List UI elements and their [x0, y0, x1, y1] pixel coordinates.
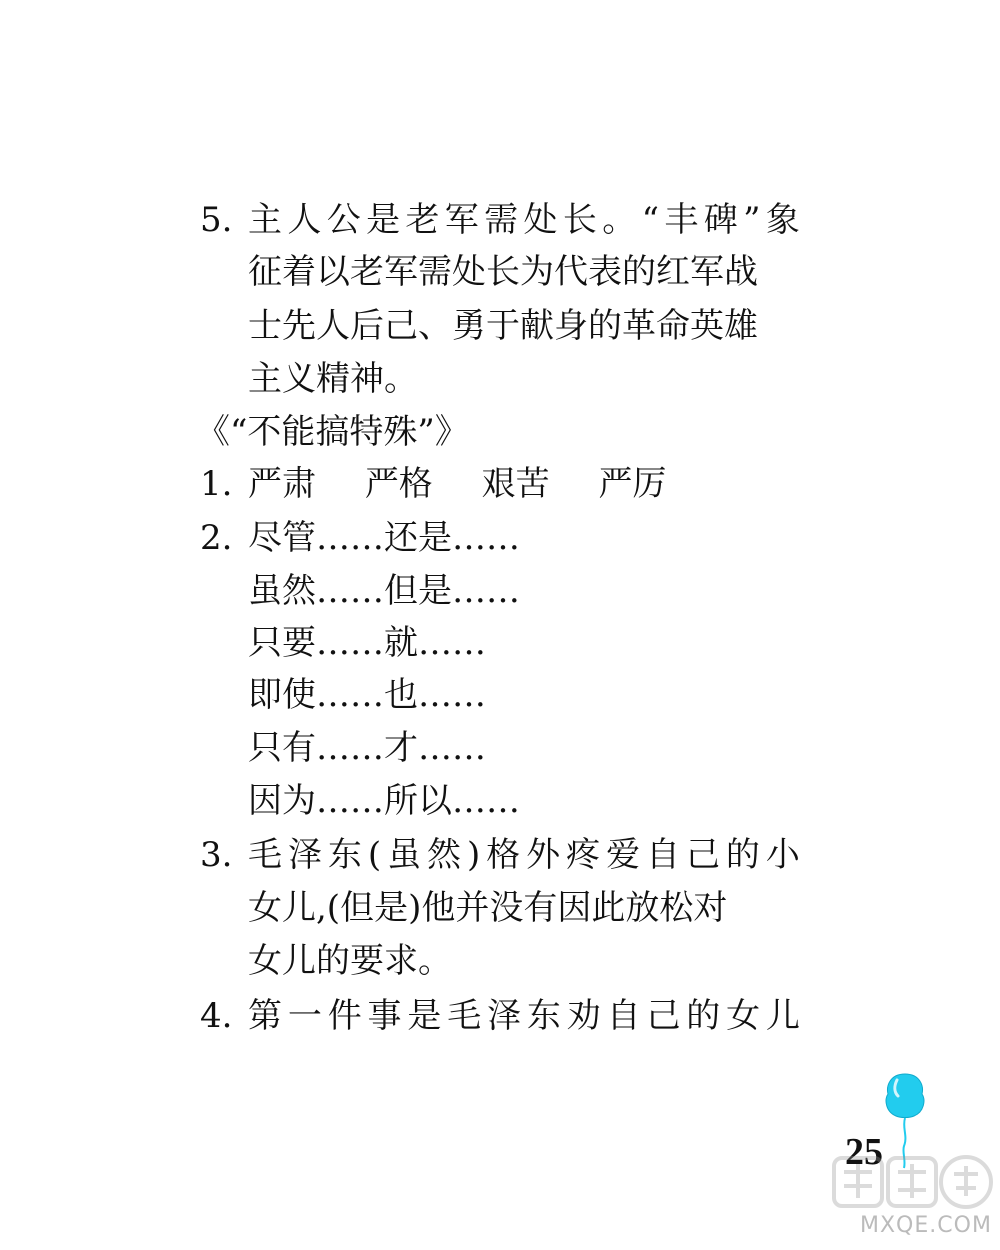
char: 。: [602, 200, 637, 240]
conjunction-pair: 即使……也……: [248, 675, 486, 715]
conjunction-pair-line: [248, 728, 486, 768]
char: 然: [427, 835, 462, 875]
text: 主义精神。: [248, 359, 418, 399]
char: 自: [606, 996, 641, 1036]
char: ”: [743, 200, 761, 240]
char: 是: [407, 996, 442, 1036]
item-5-line-1: [248, 200, 800, 240]
conjunction-pair: 虽然……但是……: [248, 571, 520, 611]
conjunction-pair: 尽管……还是……: [248, 518, 520, 558]
conjunction-pair-line: [248, 623, 486, 663]
item-number: 4.: [200, 996, 233, 1036]
text: 征着以老军需处长为代表的红军战: [248, 252, 758, 292]
char: 人: [287, 200, 322, 240]
char: 疼: [566, 835, 601, 875]
char: 丰: [664, 200, 699, 240]
section-title: [196, 412, 469, 452]
item-number: 2.: [200, 518, 233, 558]
word: 严肃: [248, 464, 316, 504]
text: 女儿的要求。: [248, 941, 452, 981]
char: ): [466, 835, 481, 875]
char: 第: [248, 996, 282, 1036]
page-number: 25: [845, 1131, 883, 1173]
word: 严厉: [598, 464, 667, 504]
char: 泽: [287, 835, 322, 875]
char: 泽: [487, 996, 522, 1036]
conjunction-pair-line: [248, 781, 520, 821]
char: 东: [526, 996, 561, 1036]
item-5-line-3: [248, 306, 758, 346]
char: 毛: [447, 996, 482, 1036]
char: 己: [685, 835, 720, 875]
item-5-line-2: [248, 252, 758, 292]
char: 的: [686, 996, 721, 1036]
char: 的: [725, 835, 760, 875]
char: 外: [526, 835, 561, 875]
char: 自: [646, 835, 681, 875]
char: 碑: [703, 200, 738, 240]
text: 女儿,(但是)他并没有因此放松对: [248, 888, 728, 928]
char: (: [367, 835, 382, 875]
char: 格: [486, 835, 521, 875]
item-number: 1.: [200, 464, 233, 504]
item-3-line-1: [248, 835, 800, 875]
char: “: [641, 200, 659, 240]
char: 件: [327, 996, 362, 1036]
char: 长: [562, 200, 597, 240]
char: 一: [287, 996, 322, 1036]
conjunction-pair-line: [248, 675, 486, 715]
item-3-line-2: [248, 888, 727, 928]
char: 军: [444, 200, 479, 240]
text: 《“不能搞特殊”》: [196, 412, 469, 452]
char: 劝: [566, 996, 601, 1036]
text: 士先人后己、勇于献身的革命英雄: [248, 306, 758, 346]
conjunction-pair-line: [248, 571, 520, 611]
item-1-words: [248, 464, 666, 504]
char: 东: [327, 835, 362, 875]
item-4-line-1: [248, 996, 800, 1036]
char: 处: [523, 200, 558, 240]
char: 象: [765, 200, 800, 240]
conjunction-pair: 因为……所以……: [248, 781, 520, 821]
char: 主: [248, 200, 282, 240]
char: 儿: [765, 996, 800, 1036]
char: 小: [765, 835, 800, 875]
char: 是: [366, 200, 401, 240]
conjunction-pair: 只有……才……: [248, 728, 486, 768]
conjunction-pair: 只要……就……: [248, 623, 486, 663]
item-3-line-3: [248, 941, 452, 981]
char: 公: [326, 200, 361, 240]
char: 毛: [248, 835, 282, 875]
char: 爱: [606, 835, 641, 875]
item-number: 5.: [200, 200, 233, 240]
watermark-url: MXQE.COM: [860, 1213, 992, 1238]
char: 虽: [387, 835, 422, 875]
char: 己: [646, 996, 681, 1036]
char: 女: [726, 996, 761, 1036]
char: 老: [405, 200, 440, 240]
char: 事: [367, 996, 402, 1036]
item-number: 3.: [200, 835, 233, 875]
item-5-line-4: [248, 359, 418, 399]
word: 艰苦: [481, 464, 550, 504]
word: 严格: [364, 464, 433, 504]
char: 需: [484, 200, 519, 240]
